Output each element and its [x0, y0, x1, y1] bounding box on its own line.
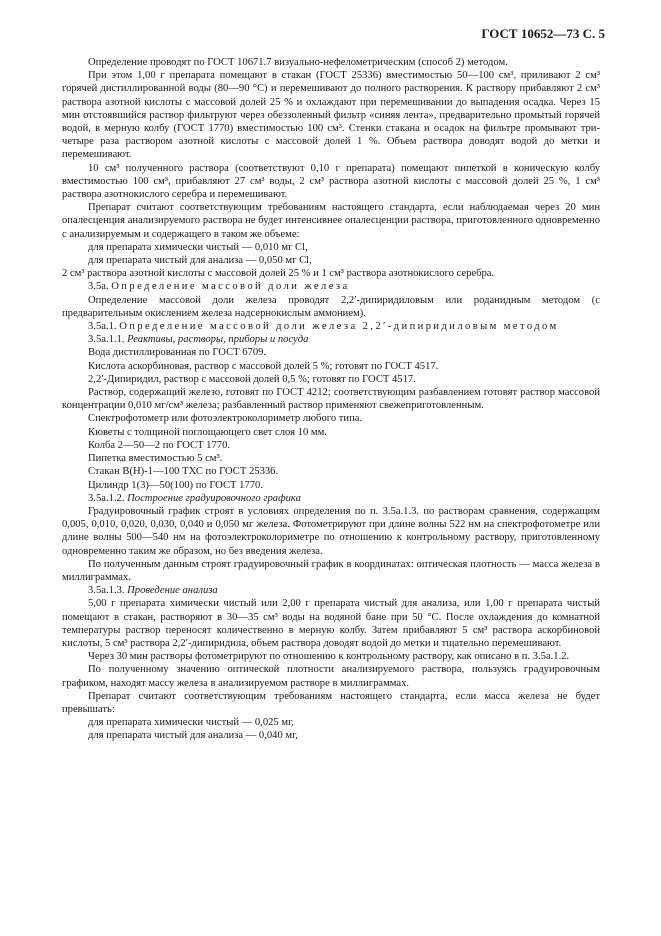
section-number: 3.5а.1.: [88, 321, 117, 333]
section-title: Определение массовой доли железа 2,2′-дипиридиловым методом: [119, 321, 559, 333]
section-number: 3.5а.: [88, 281, 109, 293]
section-title: Определение массовой доли железа: [111, 281, 350, 293]
reagent-item: Кюветы с толщиной поглощающего свет слоя 10 мм.: [88, 426, 327, 438]
section-heading-3-5a-1-3: [62, 584, 600, 597]
section-number: 3.5а.1.1.: [88, 334, 125, 346]
page-content: [62, 56, 600, 743]
section-number: 3.5а.1.2.: [88, 492, 125, 504]
paragraph: Препарат считают соответствующим требованиям настоящего стандарта, если масса железа не будет превышать:: [62, 690, 600, 715]
paragraph: Препарат считают соответствующим требованиям настоящего стандарта, если наблюдаемая через 20 мин опалесценция анализируемого раствора не будет интенсивнее опалесценции раствора, приготовленного одновременно с анализируемым и содержащего в таком же объеме:: [62, 202, 600, 240]
paragraph: 2 см³ раствора азотной кислоты с массовой долей 25 % и 1 см³ раствора азотнокислого серебра.: [62, 268, 495, 280]
paragraph: При этом 1,00 г препарата помещают в стакан (ГОСТ 25336) вместимостью 50—100 см³, приливают 2 см³ горячей дистиллированной воды (80—90 °С) и перемешивают до полного растворения. К раствору прибавляют 2 см³ раствора азотной кислоты с массовой долей 25 % и охлаждают при перемешивании до выпадения осадка. Через 15 мин отстоявшийся раствор фильтруют через обеззоленный фильтр «синяя лента», предварительно промытый горячей водой, в мерную колбу (ГОСТ 1770) вместимостью 100 см³. Стенки стакана и осадок на фильтре промывают три-четыре раза раствором азотной кислоты с массовой долей 1 %. Объем раствора доводят водой до метки и перемешивают.: [62, 70, 600, 161]
reagent-item: Пипетка вместимостью 5 см³.: [88, 453, 223, 465]
paragraph: Через 30 мин растворы фотометрируют по отношению к контрольному раствору, как описано в п. 3.5а.1.2.: [88, 651, 570, 663]
section-title: Построение градуировочного графика: [127, 492, 301, 504]
paragraph: для препарата чистый для анализа — 0,040 мг,: [88, 730, 298, 742]
reagent-item: Спектрофотометр или фотоэлектроколориметр любого типа.: [88, 413, 363, 425]
reagent-item: 2,2′-Дипиридил, раствор с массовой долей 0,5 %; готовят по ГОСТ 4517.: [88, 373, 416, 385]
paragraph: для препарата чистый для анализа — 0,050 мг Cl,: [88, 255, 312, 267]
reagent-item: Колба 2—50—2 по ГОСТ 1770.: [88, 439, 231, 451]
reagent-item: Раствор, содержащий железо, готовят по ГОСТ 4212; соответствующим разбавлением готовят раствор массовой концентрации 0,010 мг/см³ железа; разбавленный раствор применяют свежеприготовленным.: [62, 387, 600, 412]
paragraph: 10 см³ полученного раствора (соответствуют 0,10 г препарата) помещают пипеткой в коническую колбу вместимостью 100 см³, прибавляют 27 см³ воды, 2 см³ раствора азотной кислоты с массовой долей 25 %, 1 см³ раствора азотнокислого серебра и перемешивают.: [62, 162, 600, 201]
paragraph: Определение проводят по ГОСТ 10671.7 визуально-нефелометрическим (способ 2) методом.: [88, 57, 508, 68]
paragraph: По полученным данным строят градуировочный график в координатах: оптическая плотность — масса железа в миллиграммах.: [62, 558, 600, 583]
paragraph: По полученному значению оптической плотности анализируемого раствора, пользуясь градуировочным графиком, находят массу железа в анализируемом растворе в миллиграммах.: [62, 664, 600, 689]
paragraph: Определение массовой доли железа проводят 2,2′-дипиридиловым или роданидным методом (с предварительным окислением железа надсернокислым аммонием).: [62, 294, 600, 319]
page-header: ГОСТ 10652—73 С. 5: [481, 26, 605, 41]
paragraph: 5,00 г препарата химически чистый или 2,00 г препарата чистый для анализа, или 1,00 г препарата чистый помещают в стакан, растворяют в 30—35 см³ воды на водяной бане при 50 °С. После охлаждения до комнатной температуры раствор переносят количественно в мерную колбу. Затем прибавляют 5 см³ раствора аскорбиновой кислоты, 5 см³ раствора 2,2′-дипиридила, объем раствора доводят водой до метки и тщательно перемешивают.: [62, 598, 600, 649]
paragraph: для препарата химически чистый — 0,025 мг,: [88, 717, 294, 729]
section-number: 3.5а.1.3.: [88, 585, 125, 597]
paragraph: для препарата химически чистый — 0,010 мг Cl,: [88, 241, 308, 253]
section-title: Проведение анализа: [127, 585, 218, 597]
section-heading-3-5a-1-1: [62, 333, 600, 346]
reagent-item: Вода дистиллированная по ГОСТ 6709.: [88, 347, 267, 359]
reagent-item: Цилиндр 1(3)—50(100) по ГОСТ 1770.: [88, 479, 263, 491]
section-heading-3-5a-1: [62, 320, 600, 333]
reagent-item: Стакан В(Н)-1—100 ТХС по ГОСТ 25336.: [88, 466, 279, 478]
reagent-item: Кислота аскорбиновая, раствор с массовой долей 5 %; готовят по ГОСТ 4517.: [88, 360, 439, 372]
paragraph: Градуировочный график строят в условиях определения по п. 3.5а.1.3. по растворам сравнения, содержащим 0,005, 0,010, 0,020, 0,030, 0,040 и 0,050 мг железа. Фотометрируют при длине волны 522 нм на спектрофотометре или длине волны 500—540 нм на фотоэлектроколориметре по отношению к контрольному раствору, приготовленному одновременно таким же образом, но без введения железа.: [62, 505, 600, 557]
section-title: Реактивы, растворы, приборы и посуда: [127, 334, 309, 346]
section-heading-3-5a: [62, 280, 600, 293]
section-heading-3-5a-1-2: [62, 492, 600, 505]
